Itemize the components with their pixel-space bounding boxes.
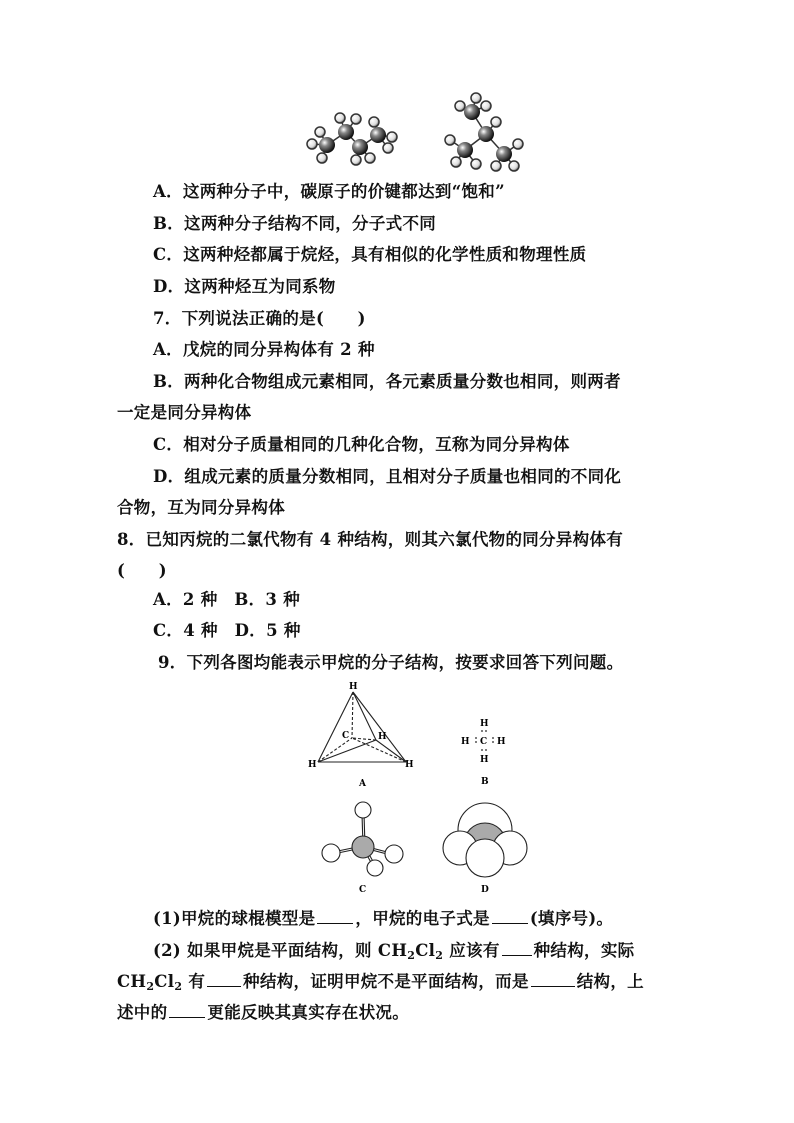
atom-label-c: C	[342, 731, 350, 741]
q6-option-a: A．这两种分子中，碳原子的价键都达到“饱和”	[153, 182, 505, 201]
subscript: 2	[174, 980, 183, 993]
q8-stem-line2: ( )	[117, 561, 167, 580]
figure-d-label: D	[481, 885, 489, 895]
atom-label-h: H	[349, 682, 358, 692]
q7-option-b-line2: 一定是同分异构体	[117, 403, 252, 422]
atom-label-h: H	[480, 755, 489, 765]
figure-c-label: C	[359, 885, 367, 895]
formula-ch: CH	[117, 972, 147, 991]
figure-a-tetrahedron	[300, 678, 430, 790]
q9-part2-line3	[117, 1001, 409, 1024]
q7-stem: 7．下列说法正确的是( )	[153, 309, 366, 328]
isobutane-model	[445, 93, 523, 171]
answer-blank[interactable]	[207, 970, 241, 987]
q8-options-line1: A．2 种 B．3 种	[153, 590, 300, 609]
q9-part2-prefix: (2) 如果甲烷是平面结构，则 CH	[153, 941, 408, 960]
atom-label-h: H	[480, 719, 489, 729]
q8-stem-line1: 8．已知丙烷的二氯代物有 4 种结构，则其六氯代物的同分异构体有	[117, 530, 624, 549]
q9-part1-suffix: (填序号)。	[529, 909, 614, 928]
q9-part2-line1	[153, 939, 634, 962]
n-butane-model	[307, 113, 397, 165]
butane-isomers-figure	[300, 92, 540, 172]
figure-a-label: A	[359, 779, 366, 789]
answer-blank[interactable]	[169, 1001, 205, 1018]
answer-blank[interactable]	[531, 970, 575, 987]
q9-part1	[153, 907, 613, 930]
q6-option-b: B．这两种分子结构不同，分子式不同	[153, 214, 437, 233]
q6-option-d: D．这两种烃互为同系物	[153, 277, 336, 296]
answer-blank[interactable]	[492, 907, 528, 924]
figure-b-electron-formula	[452, 712, 516, 788]
q9-part2-line3-prefix: 述中的	[117, 1003, 168, 1022]
q8-options-line2: C．4 种 D．5 种	[153, 621, 301, 640]
q9-part2-line2-after-blank: 种结构，证明甲烷不是平面结构，而是	[243, 972, 529, 991]
subscript: 2	[407, 949, 416, 962]
q6-option-c: C．这两种烃都属于烷烃，具有相似的化学性质和物理性质	[153, 245, 587, 264]
q7-option-d-line1: D．组成元素的质量分数相同，且相对分子质量也相同的不同化	[153, 467, 622, 486]
formula-cl: Cl	[415, 941, 436, 960]
q9-part2-after-formula: 应该有	[443, 941, 500, 960]
figure-c-ball-stick	[318, 800, 408, 896]
atom-label-h: H	[461, 737, 470, 747]
q9-part2-line3-suffix: 更能反映其真实存在状况。	[207, 1003, 410, 1022]
q9-part2-line2-end: 结构，上	[576, 972, 644, 991]
q7-option-b-line1: B．两种化合物组成元素相同，各元素质量分数也相同，则两者	[153, 372, 621, 391]
atom-label-c: C	[480, 737, 488, 747]
answer-blank[interactable]	[317, 907, 353, 924]
atom-label-h: H	[497, 737, 506, 747]
subscript: 2	[146, 980, 155, 993]
q9-part1-prefix: (1)甲烷的球棍模型是	[153, 909, 316, 928]
atom-label-h: H	[378, 732, 387, 742]
figure-d-space-filling	[440, 800, 530, 896]
q7-option-a: A．戊烷的同分异构体有 2 种	[153, 340, 375, 359]
atom-label-h: H	[405, 760, 414, 770]
q9-part1-middle: ，甲烷的电子式是	[355, 909, 490, 928]
q9-part2-after-blank1: 种结构，实际	[533, 941, 635, 960]
q9-part2-line2-after-formula: 有	[182, 972, 206, 991]
q9-part2-line2	[117, 970, 644, 993]
q9-stem: 9．下列各图均能表示甲烷的分子结构，按要求回答下列问题。	[158, 653, 624, 672]
atom-label-h: H	[308, 760, 317, 770]
formula-cl: Cl	[154, 972, 175, 991]
q7-option-c: C．相对分子质量相同的几种化合物，互称为同分异构体	[153, 435, 570, 454]
answer-blank[interactable]	[502, 939, 532, 956]
subscript: 2	[435, 949, 444, 962]
figure-b-label: B	[481, 777, 489, 787]
q7-option-d-line2: 合物，互为同分异构体	[117, 498, 285, 517]
